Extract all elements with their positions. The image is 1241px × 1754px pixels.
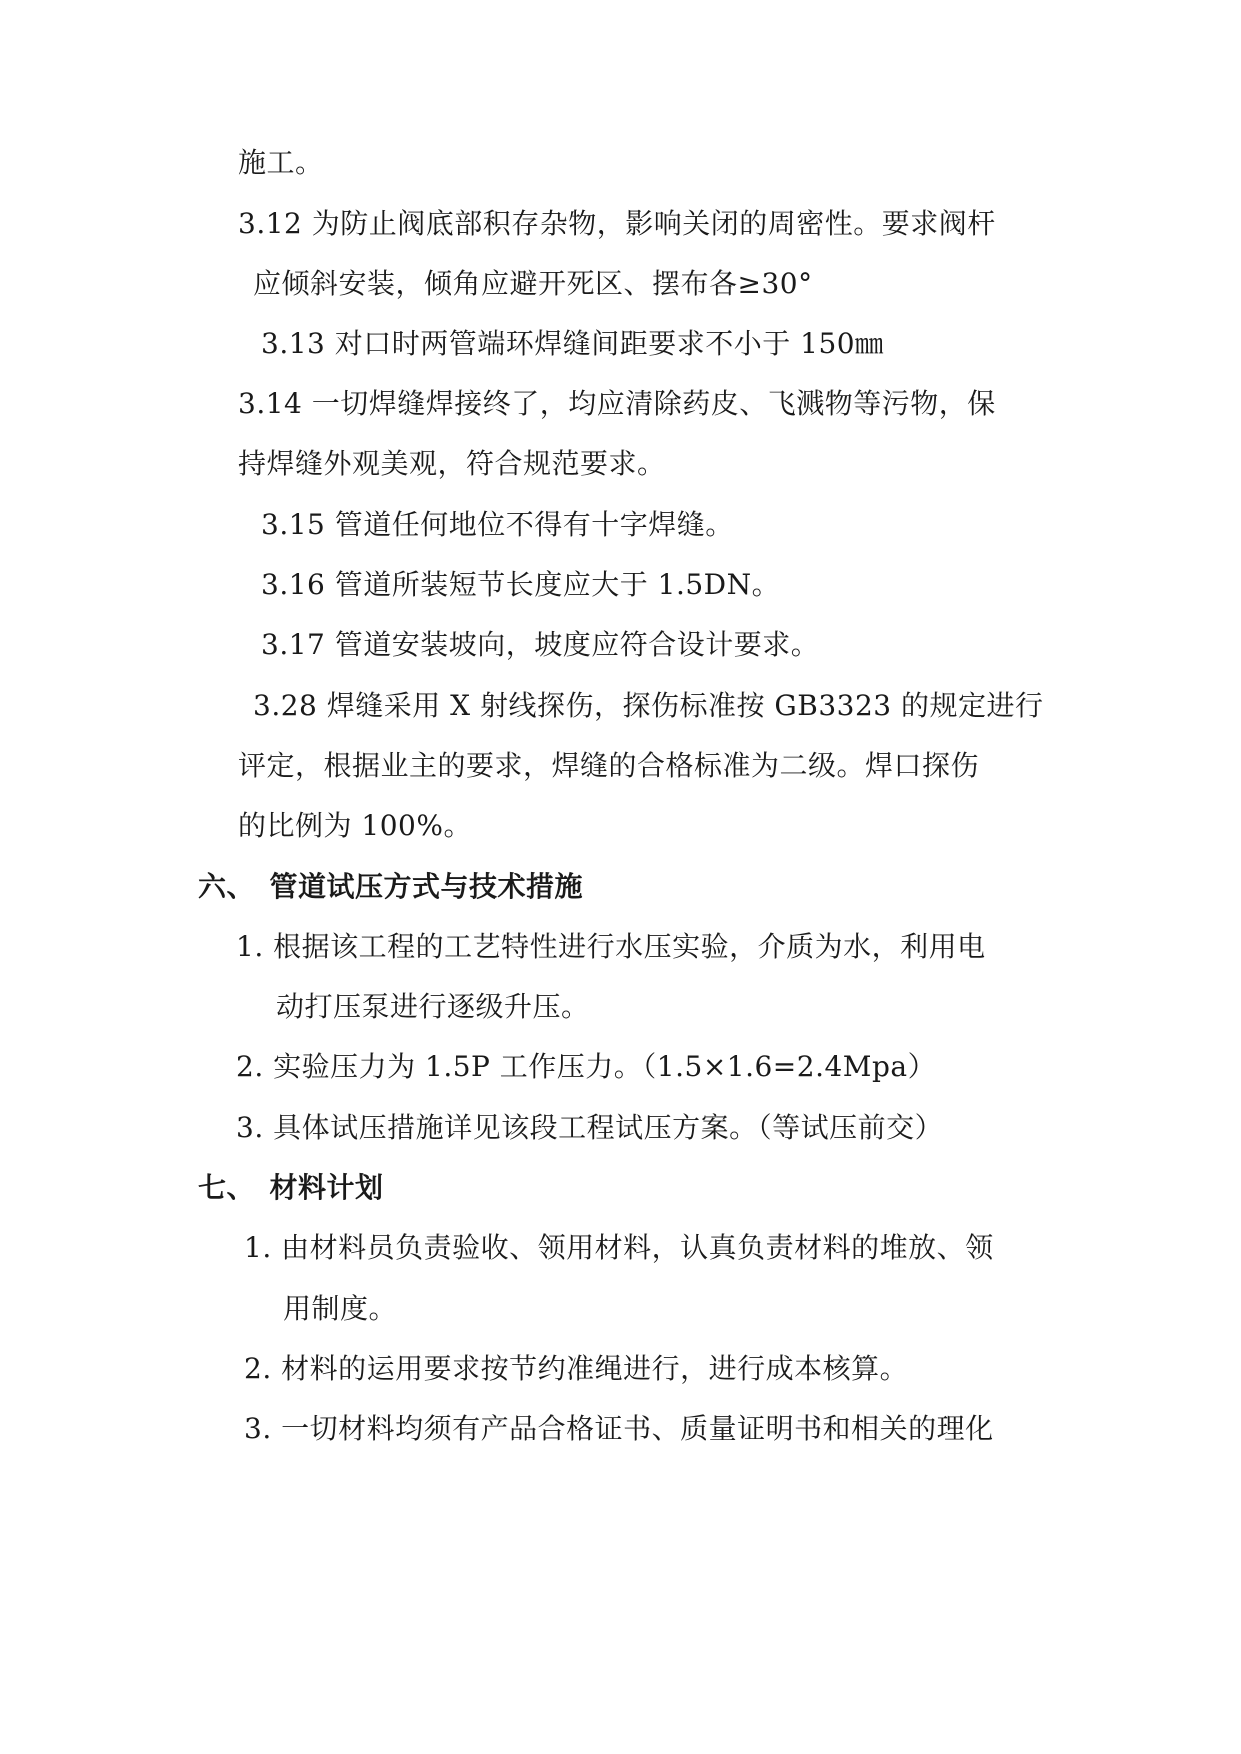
paragraph-line: 3.16 管道所装短节长度应大于 1.5DN。 [261,568,781,601]
list-item: 3. 具体试压措施详见该段工程试压方案。（等试压前交） [236,1111,944,1144]
list-item-continuation: 用制度。 [283,1292,398,1325]
paragraph-line: 3.13 对口时两管端环焊缝间距要求不小于 150㎜ [261,327,884,360]
paragraph-line: 3.17 管道安装坡向，坡度应符合设计要求。 [261,628,820,661]
paragraph-line: 的比例为 100%。 [238,809,472,842]
list-item: 3. 一切材料均须有产品合格证书、质量证明书和相关的理化 [244,1412,994,1445]
paragraph-line: 3.28 焊缝采用 X 射线探伤，探伤标准按 GB3323 的规定进行 [253,689,1044,722]
paragraph-line: 持焊缝外观美观，符合规范要求。 [238,447,666,480]
paragraph-line: 应倾斜安装，倾角应避开死区、摆布各≥30° [253,267,813,300]
paragraph-line: 3.12 为防止阀底部积存杂物，影响关闭的周密性。要求阀杆 [238,207,996,240]
paragraph-line: 3.15 管道任何地位不得有十字焊缝。 [261,508,734,541]
list-item: 2. 实验压力为 1.5P 工作压力。（1.5×1.6=2.4Mpa） [236,1050,937,1083]
paragraph-line: 评定，根据业主的要求，焊缝的合格标准为二级。焊口探伤 [238,749,980,782]
section-heading-7: 七、 材料计划 [198,1171,384,1204]
paragraph-line: 施工。 [238,146,324,179]
list-item-continuation: 动打压泵进行逐级升压。 [276,990,590,1023]
list-item: 1. 由材料员负责验收、领用材料，认真负责材料的堆放、领 [244,1231,994,1264]
list-item: 2. 材料的运用要求按节约准绳进行，进行成本核算。 [244,1352,909,1385]
paragraph-line: 3.14 一切焊缝焊接终了，均应清除药皮、飞溅物等污物，保 [238,387,996,420]
section-heading-6: 六、 管道试压方式与技术措施 [198,870,584,903]
list-item: 1. 根据该工程的工艺特性进行水压实验，介质为水，利用电 [236,930,986,963]
